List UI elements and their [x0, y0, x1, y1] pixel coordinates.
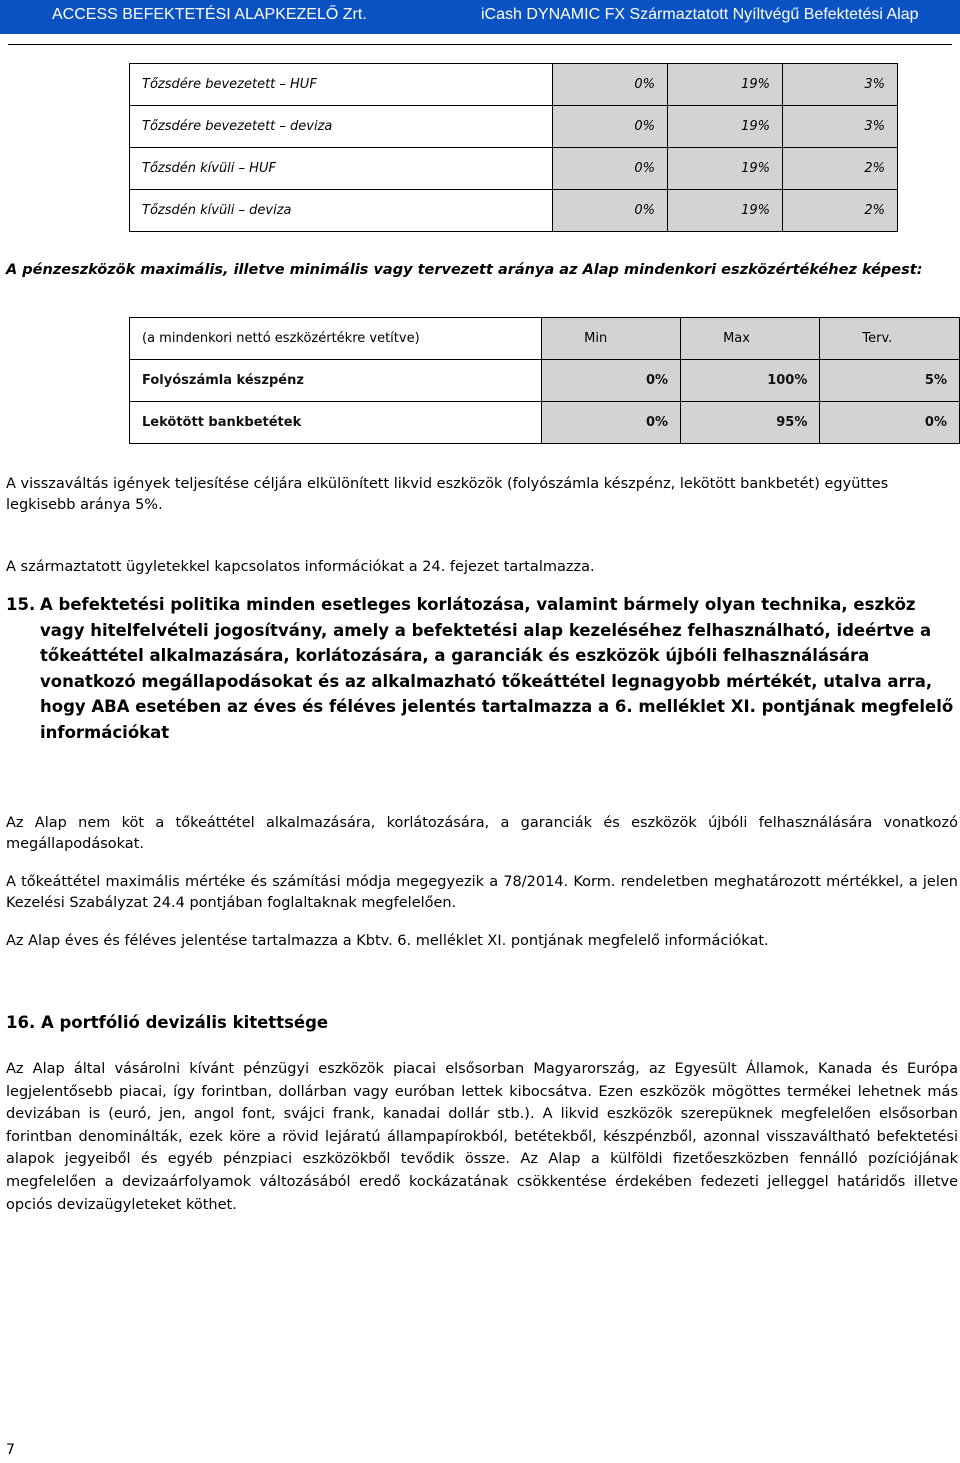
table-row: [130, 360, 960, 402]
page-number: 7: [6, 1442, 15, 1458]
plan-cell: 2%: [783, 148, 898, 190]
page-header: [0, 0, 960, 34]
min-cell: 0%: [542, 360, 681, 402]
row-label: Tőzsdére bevezetett – HUF: [130, 64, 553, 106]
table-row: [130, 148, 898, 190]
leverage-paragraph-3: Az Alap éves és féléves jelentése tartalmazza a Kbtv. 6. melléklet XI. pontjának megfelelő információkat.: [6, 933, 769, 949]
row-label: Lekötött bankbetétek: [130, 402, 542, 444]
header-fund-name: iCash DYNAMIC FX Származtatott Nyíltvégű Befektetési Alap: [481, 6, 919, 23]
plan-cell: 2%: [783, 190, 898, 232]
table-header-row: [130, 318, 960, 360]
table-row: [130, 106, 898, 148]
header-divider: [8, 44, 952, 45]
column-header-min: Min: [542, 318, 681, 360]
max-cell: 19%: [668, 190, 783, 232]
plan-cell: 5%: [820, 360, 960, 402]
table-row: [130, 64, 898, 106]
max-cell: 19%: [668, 106, 783, 148]
plan-cell: 3%: [783, 64, 898, 106]
row-label: Tőzsdén kívüli – deviza: [130, 190, 553, 232]
table-row: [130, 190, 898, 232]
min-cell: 0%: [553, 106, 668, 148]
cash-ratio-heading: A pénzeszközök maximális, illetve minimális vagy tervezett aránya az Alap mindenkori eszközértékéhez képest:: [6, 262, 923, 278]
row-label: Folyószámla készpénz: [130, 360, 542, 402]
min-cell: 0%: [542, 402, 681, 444]
section-title: A befektetési politika minden esetleges korlátozása, valamint bármely olyan technika, eszköz vagy hitelfelvételi jogosítvány, amely a befektetési alap kezeléséhez felhasználható, ideértve a tőkeáttétel alkalmazására, korlátozására, a garanciák és eszközök újbóli felhasználására vonatkozó megállapodásokat és az alkalmazható tőkeáttétel legnagyobb mértékét, utalva arra, hogy ABA esetében az éves és féléves jelentés tartalmazza a 6. melléklet XI. pontjának megfelelő információkat: [40, 595, 954, 742]
min-cell: 0%: [553, 64, 668, 106]
derivatives-paragraph: A származtatott ügyletekkel kapcsolatos információkat a 24. fejezet tartalmazza.: [6, 559, 595, 575]
currency-exposure-paragraph: Az Alap által vásárolni kívánt pénzügyi eszközök piacai elsősorban Magyarország, az Egyesült Államok, Kanada és Európa legjelentősebb piacai, így forintban, dollárban vagy euróban lettek kibocsátva. Ezen eszközök mögöttes termékei lehetnek más devizában is (euró, jen, angol font, svájci frank, kanadai dollár stb.). A likvid eszközök szerepüknek megfelelően elsősorban forintban denominálták, ezek köre a rövid lejáratú állampapírokból, betétekből, készpénzből, azonnal visszaváltható befektetési alapok jegyeiből és egyéb pénzpiaci eszközökből tevődik össze. Az Alap a külföldi fizetőeszközben fennálló pozíciójának megfelelően a devizaárfolyamok változásából eredő kockázatának csökkentése érdekében fedezeti jelleggel határidős illetve opciós devizaügyleteket köthet.: [6, 1061, 958, 1213]
plan-cell: 0%: [820, 402, 960, 444]
table-row: [130, 402, 960, 444]
section-16-heading: 16. A portfólió devizális kitettsége: [6, 1013, 329, 1032]
redemption-paragraph: A visszaváltás igények teljesítése céljára elkülönített likvid eszközök (folyószámla készpénz, lekötött bankbetét) együttes legkisebb aránya 5%.: [6, 476, 889, 513]
max-cell: 19%: [668, 64, 783, 106]
min-cell: 0%: [553, 190, 668, 232]
row-label: Tőzsdére bevezetett – deviza: [130, 106, 553, 148]
securities-limit-table: [129, 63, 898, 232]
max-cell: 19%: [668, 148, 783, 190]
column-header-plan: Terv.: [820, 318, 960, 360]
max-cell: 95%: [681, 402, 820, 444]
section-number: 15.: [6, 595, 36, 614]
max-cell: 100%: [681, 360, 820, 402]
leverage-paragraph-2: A tőkeáttétel maximális mértéke és számítási módja megegyezik a 78/2014. Korm. rendeletben meghatározott mértékkel, a jelen Kezelési Szabályzat 24.4 pontjában foglaltaknak megfelelően.: [6, 874, 958, 911]
column-header-max: Max: [681, 318, 820, 360]
cash-limit-table: [129, 317, 960, 444]
section-15-heading: [6, 592, 956, 745]
row-label: Tőzsdén kívüli – HUF: [130, 148, 553, 190]
plan-cell: 3%: [783, 106, 898, 148]
leverage-paragraph-1: Az Alap nem köt a tőkeáttétel alkalmazására, korlátozására, a garanciák és eszközök újbóli felhasználására vonatkozó megállapodásokat.: [6, 815, 958, 852]
header-company: ACCESS BEFEKTETÉSI ALAPKEZELŐ Zrt.: [52, 6, 367, 23]
min-cell: 0%: [553, 148, 668, 190]
column-header-basis: (a mindenkori nettó eszközértékre vetítve): [130, 318, 542, 360]
